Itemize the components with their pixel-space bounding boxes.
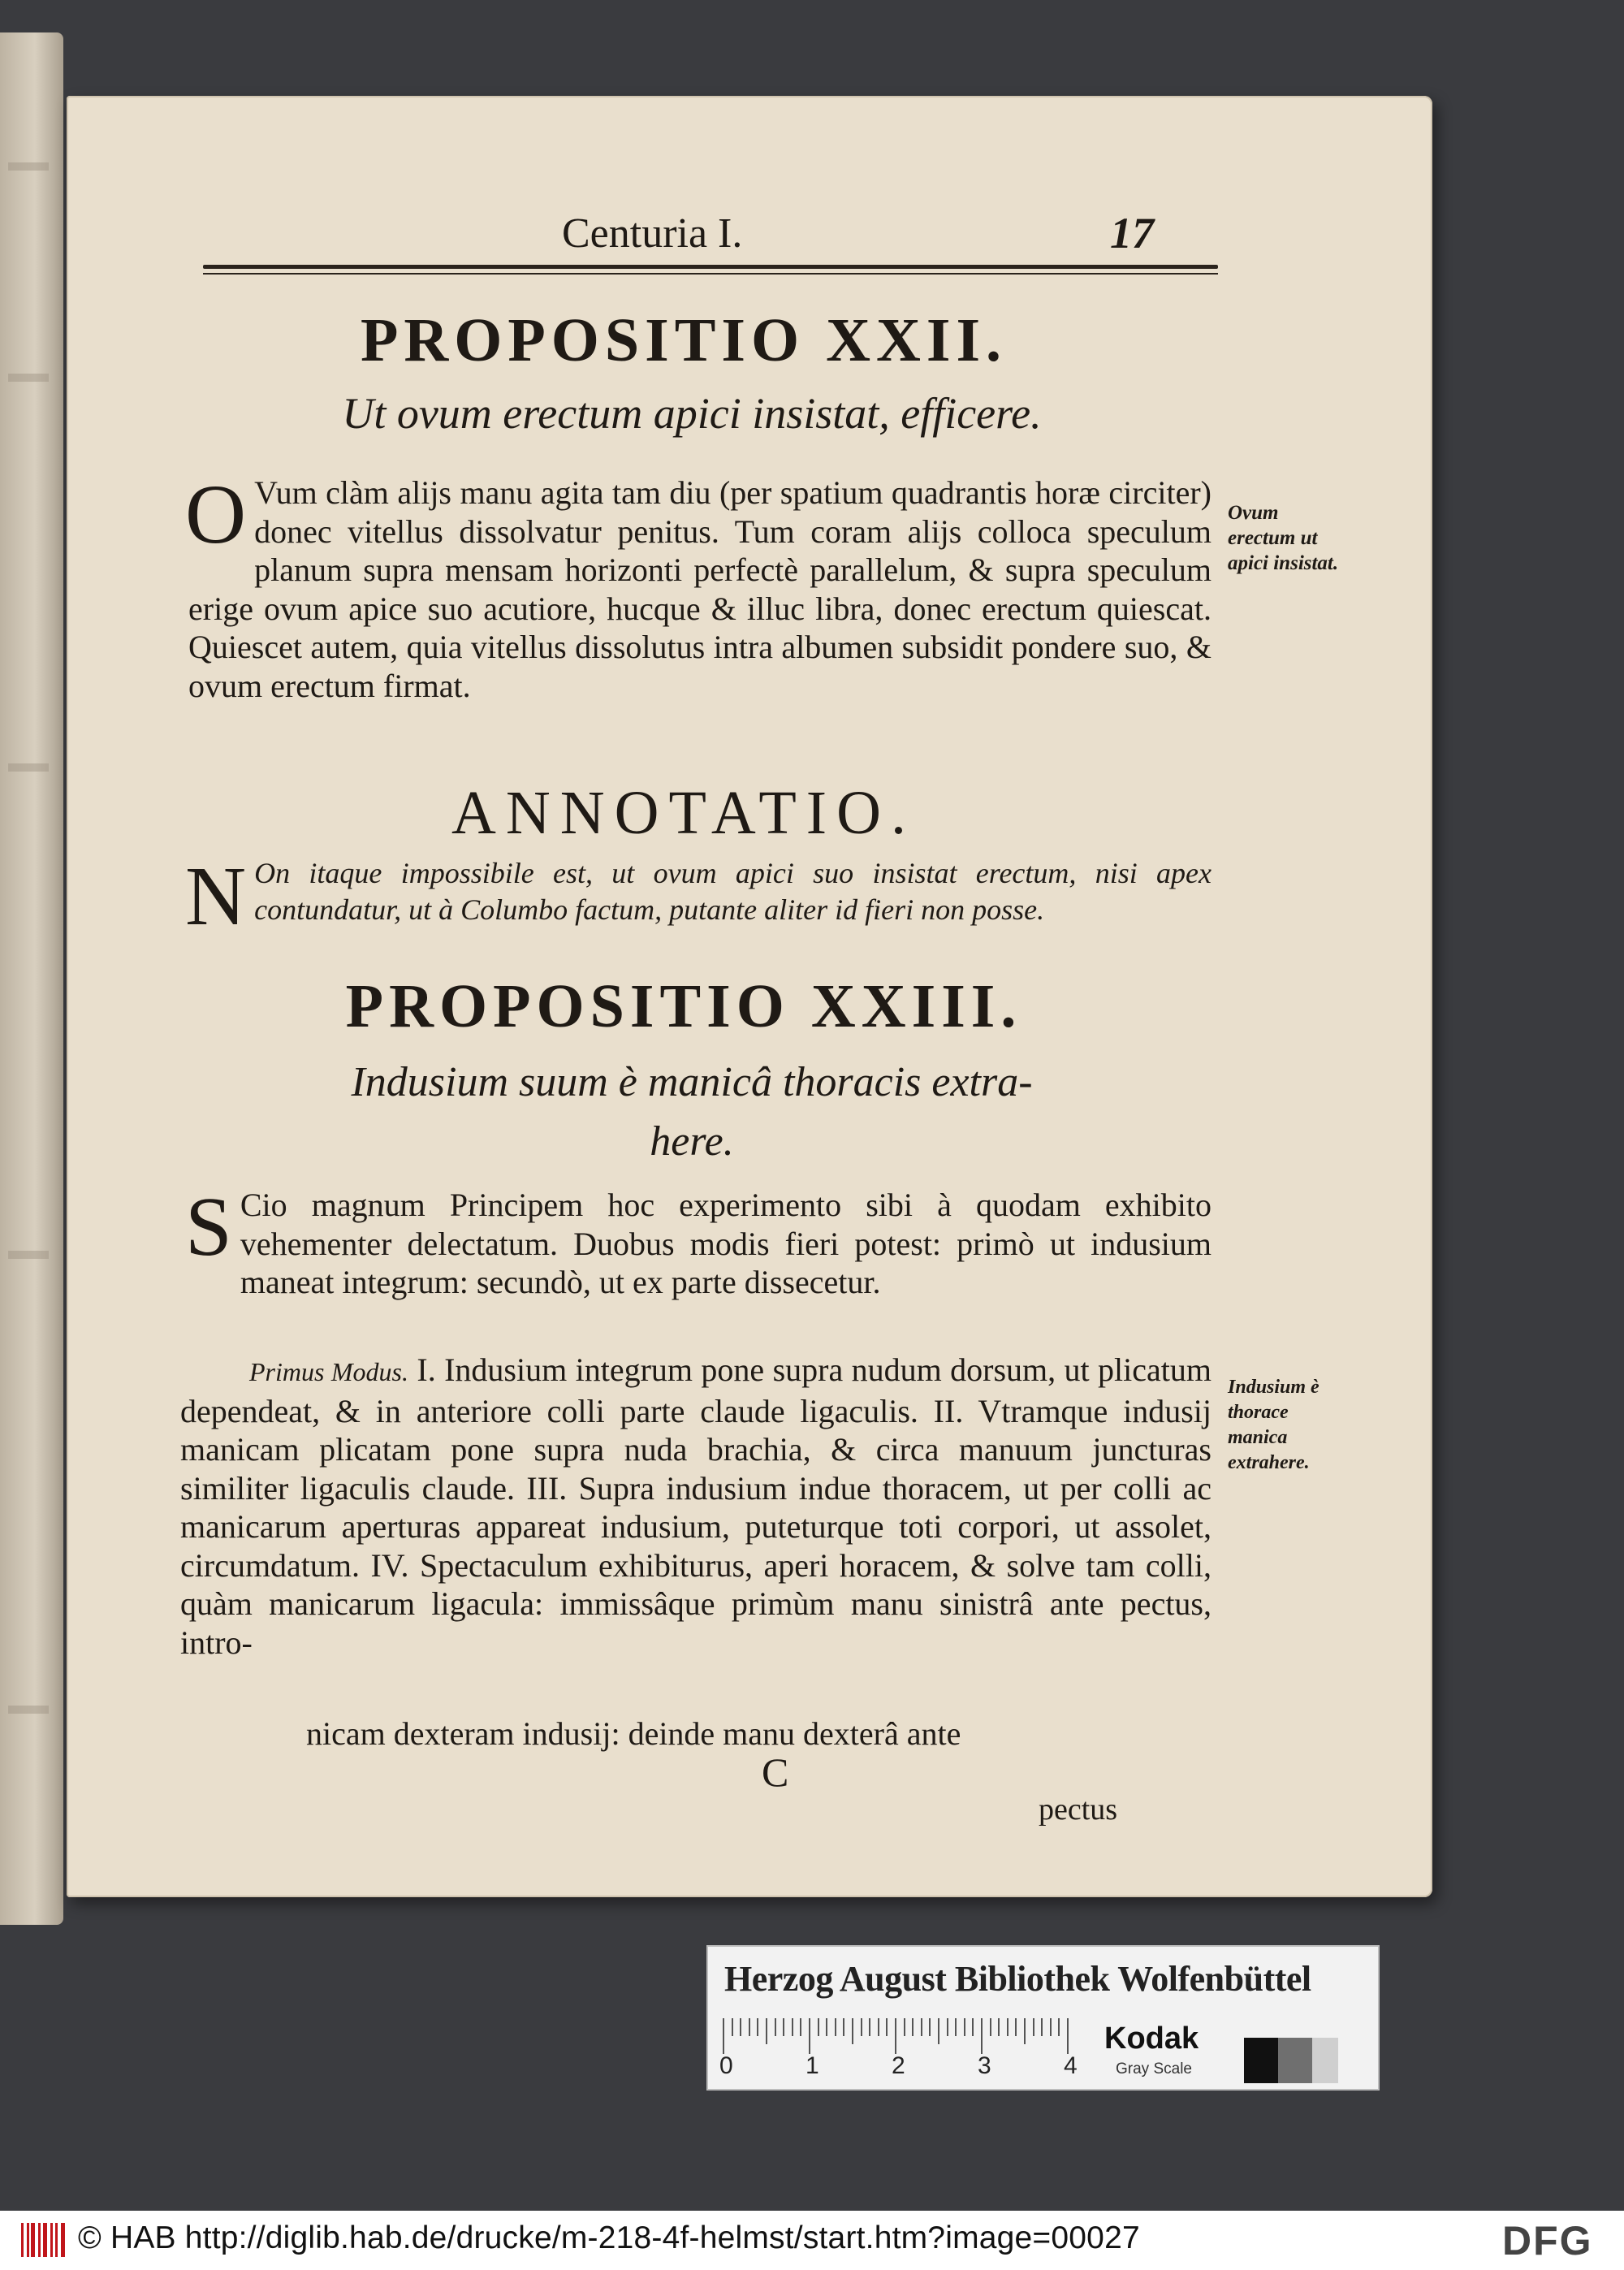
ruler-tick xyxy=(843,2018,844,2036)
ruler-tick xyxy=(740,2018,741,2036)
library-label xyxy=(706,1945,1380,2091)
ruler-tick xyxy=(732,2018,733,2036)
ruler-tick xyxy=(766,2018,767,2044)
running-head: Centuria I. xyxy=(562,210,743,257)
gray-patch-mid xyxy=(1278,2038,1312,2083)
proposition-23-subtitle-line2: here. xyxy=(650,1118,734,1165)
ruler-tick xyxy=(809,2018,810,2054)
annotatio-heading: ANNOTATIO. xyxy=(451,779,916,847)
annotatio-text xyxy=(185,850,1212,943)
ruler-tick xyxy=(1050,2018,1052,2036)
ruler-tick xyxy=(929,2018,931,2036)
ruler-tick xyxy=(981,2018,983,2054)
ruler-number: 4 xyxy=(1064,2052,1078,2079)
proposition-22-body: Vum clàm alijs manu agita tam diu (per spatium quadrantis horæ circiter) donec vitellus dissolvatur penitus. Tum coram alijs colloca speculum planum supra mensam horizonti perfectè parallelum, & supra speculum erige ovum apice suo acutiore, hucque & illuc libra, donec erectum quiescat. Quiescet autem, quia vitellus dissolutus intra albumen subsidit pondere suo, & ovum erectum firmat. xyxy=(188,474,1212,704)
kodak-logo: Kodak xyxy=(1104,2021,1199,2056)
ruler-tick xyxy=(869,2018,870,2036)
barcode-icon xyxy=(21,2223,67,2257)
gray-scale-label: Gray Scale xyxy=(1116,2060,1192,2078)
ruler-tick xyxy=(964,2018,965,2036)
ruler-tick xyxy=(921,2018,922,2036)
left-page-edge xyxy=(0,32,63,1925)
scale-ruler xyxy=(723,2018,1096,2054)
ruler-tick xyxy=(1007,2018,1009,2036)
ruler-tick xyxy=(1024,2018,1026,2044)
ruler-tick xyxy=(947,2018,948,2036)
proposition-23-heading: PROPOSITIO XXIII. xyxy=(345,972,1022,1040)
ruler-number: 0 xyxy=(719,2052,733,2079)
ruler-tick xyxy=(775,2018,776,2036)
margin-note-indusium: Indusium è thorace manica extrahere. xyxy=(1228,1377,1320,1473)
ruler-tick xyxy=(783,2018,784,2036)
library-label-title: Herzog August Bibliothek Wolfenbüttel xyxy=(724,1959,1311,1999)
margin-note-ovum: Ovum erectum ut apici insistat. xyxy=(1228,502,1339,574)
header-rule-thin xyxy=(203,273,1218,275)
proposition-22-text xyxy=(185,468,1212,705)
page-number: 17 xyxy=(1110,209,1154,257)
ruler-number: 2 xyxy=(892,2052,905,2079)
ruler-number: 3 xyxy=(978,2052,991,2079)
ruler-tick xyxy=(878,2018,879,2036)
ruler-tick xyxy=(852,2018,853,2044)
ruler-tick xyxy=(1015,2018,1017,2036)
dfg-logo: DFG xyxy=(1502,2218,1593,2264)
proposition-23-text xyxy=(185,1180,1212,1302)
primus-modus-body: I. Indusium integrum pone supra nudum dorsum, ut plicatum dependeat, & in anteriore colli parte claude ligaculis. II. Vtramque indusij manicam plicatam pone supra nuda brachia, & circa manuum juncturas similiter ligaculis claude. III. Supra indusium indue thoracem, ut per colli ac manicarum aperturas appareat indusium, puteturque toti corpori, ut assolet, circumdatum. IV. Spectaculum exhibiturus, aperi horacem, & solve tam colli, quàm manicarum ligacula: immissâque primùm manu sinistrâ ante pectus, intro- xyxy=(180,1351,1212,1661)
ruler-tick xyxy=(826,2018,827,2036)
ruler-tick xyxy=(757,2018,758,2036)
gray-patch-light xyxy=(1312,2038,1338,2083)
ruler-tick xyxy=(818,2018,819,2036)
ruler-tick xyxy=(886,2018,888,2036)
signature-mark: C xyxy=(762,1749,789,1795)
book-page xyxy=(67,96,1432,1897)
ruler-tick xyxy=(912,2018,914,2036)
primus-modus-text xyxy=(180,1351,1212,1662)
ruler-tick xyxy=(800,2018,801,2036)
ruler-tick xyxy=(792,2018,793,2036)
ruler-tick xyxy=(835,2018,836,2036)
copyright-url: © HAB http://diglib.hab.de/drucke/m-218-4f-helmst/start.htm?image=00027 xyxy=(78,2220,1140,2255)
proposition-23-body: Cio magnum Principem hoc experimento sibi à quodam exhibito vehementer delectatum. Duobus modis fieri potest: primò ut indusium maneat integrum: secundò, ut ex parte dissecetur. xyxy=(240,1187,1212,1300)
ruler-tick xyxy=(938,2018,939,2044)
ruler-tick xyxy=(1067,2018,1069,2054)
ruler-tick xyxy=(1041,2018,1043,2036)
ruler-tick xyxy=(904,2018,905,2036)
drop-cap: N xyxy=(185,850,247,943)
ruler-number: 1 xyxy=(806,2052,819,2079)
ruler-tick xyxy=(972,2018,974,2036)
ruler-tick xyxy=(990,2018,991,2036)
last-line: nicam dexteram indusij: deinde manu dexterâ ante xyxy=(306,1715,961,1752)
ruler-tick xyxy=(998,2018,1000,2036)
ruler-tick xyxy=(861,2018,862,2036)
proposition-23-subtitle-line1: Indusium suum è manicâ thoracis extra- xyxy=(351,1059,1033,1105)
modus-label: Primus Modus. xyxy=(249,1357,408,1386)
drop-cap: O xyxy=(185,468,247,561)
ruler-tick xyxy=(1058,2018,1060,2036)
proposition-22-heading: PROPOSITIO XXII. xyxy=(360,306,1008,374)
footer-bar xyxy=(0,2211,1624,2270)
ruler-tick xyxy=(895,2018,896,2054)
proposition-22-subtitle: Ut ovum erectum apici insistat, efficere. xyxy=(342,389,1042,438)
catchword: pectus xyxy=(1039,1792,1118,1827)
header-rule xyxy=(203,265,1218,269)
ruler-tick xyxy=(749,2018,750,2036)
ruler-tick xyxy=(723,2018,724,2054)
ruler-tick xyxy=(1033,2018,1034,2036)
annotatio-body: On itaque impossibile est, ut ovum apici suo insistat erectum, nisi apex contundatur, ut à Columbo factum, putante aliter id fieri non posse. xyxy=(254,857,1212,926)
drop-cap: S xyxy=(185,1180,232,1273)
ruler-tick xyxy=(955,2018,957,2036)
gray-patch-black xyxy=(1244,2038,1278,2083)
